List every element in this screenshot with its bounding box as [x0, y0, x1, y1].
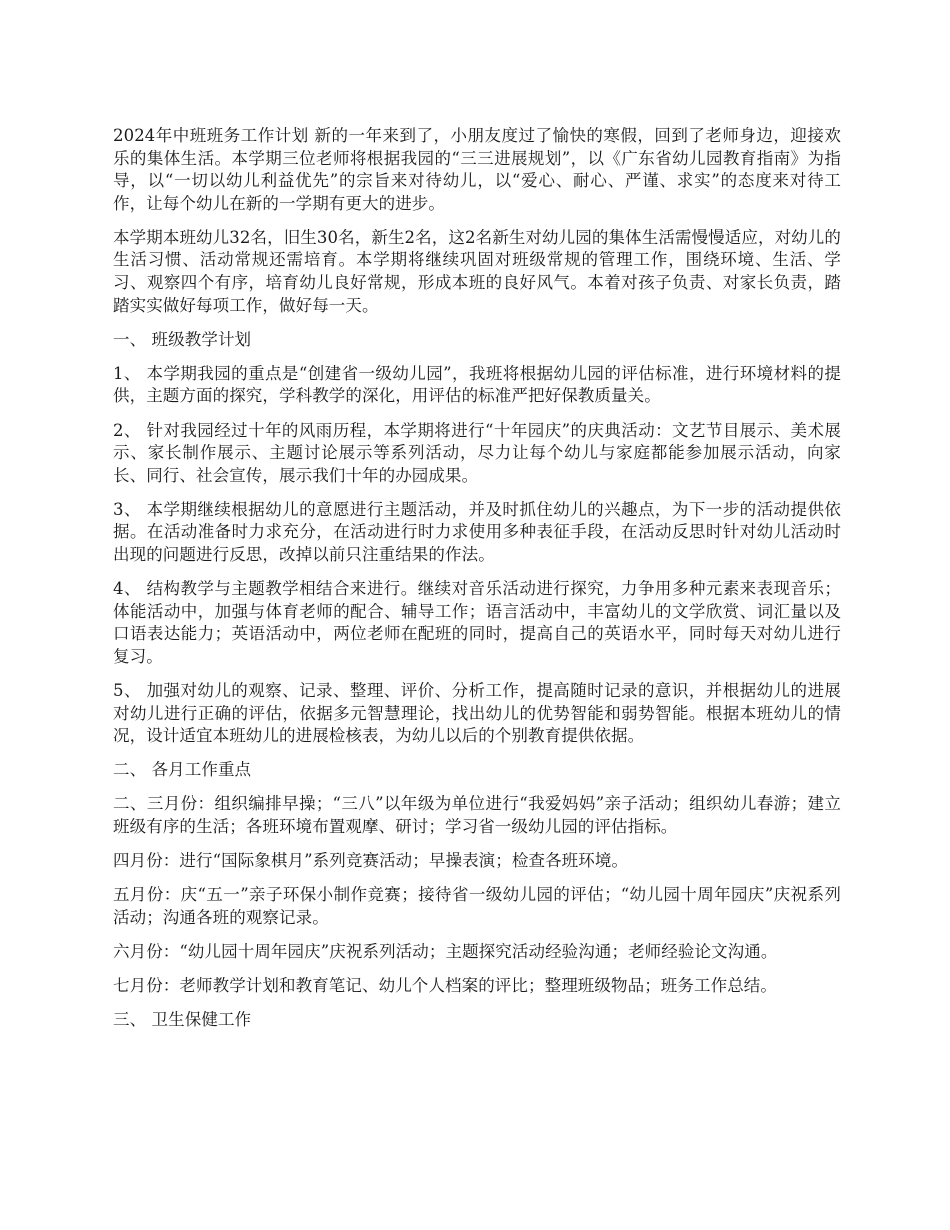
teaching-plan-item-1: 1、 本学期我园的重点是“创建省一级幼儿园”，我班将根据幼儿园的评估标准，进行环境材料的提供，主题方面的探究，学科教学的深化，用评估的标准严把好保教质量关。: [113, 363, 841, 406]
teaching-plan-item-4: 4、 结构教学与主题教学相结合来进行。继续对音乐活动进行探究，力争用多种元素来表现音乐；体能活动中，加强与体育老师的配合、辅导工作；语言活动中，丰富幼儿的文学欣赏、词汇量以及口语表达能力；英语活动中，两位老师在配班的同时，提高自己的英语水平，同时每天对幼儿进行复习。: [113, 579, 841, 666]
teaching-plan-item-3: 3、 本学期继续根据幼儿的意愿进行主题活动，并及时抓住幼儿的兴趣点，为下一步的活动提供依据。在活动准备时力求充分，在活动进行时力求使用多种表征手段，在活动反思时针对幼儿活动时出现的问题进行反思，改掉以前只注重结果的作法。: [113, 499, 841, 564]
section-heading-monthly-focus: 二、 各月工作重点: [113, 760, 252, 780]
teaching-plan-item-2: 2、 针对我园经过十年的风雨历程，本学期将进行“十年园庆”的庆典活动：文艺节目展示、美术展示、家长制作展示、主题讨论展示等系列活动，尽力让每个幼儿与家庭都能参加展示活动，向家长、同行、社会宣传，展示我们十年的办园成果。: [113, 420, 841, 485]
teaching-plan-item-5: 5、 加强对幼儿的观察、记录、整理、评价、分析工作，提高随时记录的意识，并根据幼儿的进展对幼儿进行正确的评估，依据多元智慧理论，找出幼儿的优势智能和弱势智能。根据本班幼儿的情况，设计适宜本班幼儿的进展检核表，为幼儿以后的个别教育提供依据。: [113, 680, 841, 746]
monthly-item-apr: 四月份：进行“国际象棋月”系列竞赛活动；早操表演；检查各班环境。: [113, 851, 629, 871]
class-overview-paragraph: 本学期本班幼儿32名，旧生30名，新生2名，这2名新生对幼儿园的集体生活需慢慢适应，对幼儿的生活习惯、活动常规还需培育。本学期将继续巩固对班级常规的管理工作，围绕环境、生活、学习、观察四个有序，培育幼儿良好常规，形成本班的良好风气。本着对孩子负责、对家长负责，踏踏实实做好每项工作，做好每一天。: [113, 227, 841, 315]
section-heading-health-care: 三、 卫生保健工作: [113, 1010, 252, 1029]
document-body: [113, 125, 841, 1043]
monthly-item-may: 五月份：庆“五一”亲子环保小制作竞赛；接待省一级幼儿园的评估；“幼儿园十周年园庆”庆祝系列活动；沟通各班的观察记录。: [113, 885, 841, 927]
monthly-item-jun: 六月份：“幼儿园十周年园庆”庆祝系列活动；主题探究活动经验沟通；老师经验论文沟通。: [113, 941, 778, 961]
intro-paragraph: 2024年中班班务工作计划 新的一年来到了，小朋友度过了愉快的寒假，回到了老师身边，迎接欢乐的集体生活。本学期三位老师将根据我园的“三三进展规划”，以《广东省幼儿园教育指南》为指导，以“一切以幼儿利益优先”的宗旨来对待幼儿，以“爱心、耐心、严谨、求实”的态度来对待工作，让每个幼儿在新的一学期有更大的进步。: [113, 126, 841, 213]
section-heading-teaching-plan: 一、 班级教学计划: [113, 329, 252, 349]
monthly-item-feb-mar: 二、三月份：组织编排早操；“三八”以年级为单位进行“我爱妈妈”亲子活动；组织幼儿春游；建立班级有序的生活；各班环境布置观摩、研讨；学习省一级幼儿园的评估指标。: [113, 794, 841, 836]
monthly-item-jul: 七月份：老师教学计划和教育笔记、幼儿个人档案的评比；整理班级物品；班务工作总结。: [113, 975, 777, 995]
